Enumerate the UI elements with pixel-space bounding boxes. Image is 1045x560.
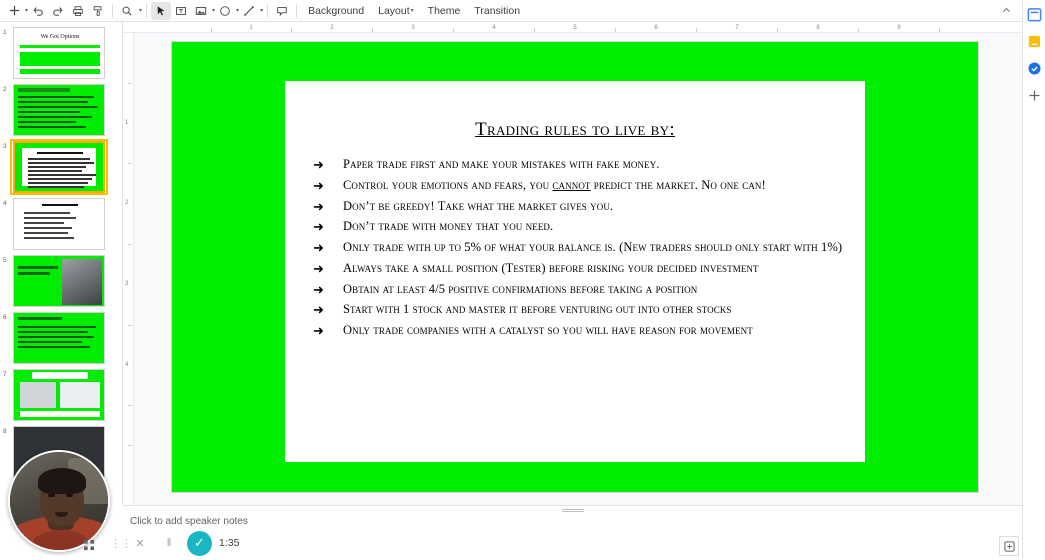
select-tool-button[interactable] [151,2,171,20]
slide-filmstrip[interactable] [0,22,123,505]
rule-text: Only trade with up to 5% of what your balance is. (New traders should only start with 1%) [343,240,843,254]
list-item [313,323,851,339]
list-item [313,302,851,318]
arrow-icon: ➜ [313,281,324,297]
toolbar-divider [112,4,113,18]
slide-number: 3 [3,143,7,150]
slide-canvas[interactable] [134,33,1022,505]
main-toolbar [0,0,1022,22]
rule-text-emphasis: cannot [552,177,591,192]
layout-button[interactable] [371,2,421,20]
slide-thumbnail-2[interactable] [13,84,105,136]
list-item[interactable] [0,250,122,307]
list-item [313,157,851,173]
layout-button-label: Layout [378,4,410,17]
collapse-toolbar-button[interactable] [996,2,1016,20]
slide-number: 1 [3,29,7,36]
print-button[interactable] [68,2,88,20]
list-item[interactable] [0,193,122,250]
redo-button[interactable] [48,2,68,20]
rule-text: Don’t be greedy! Take what the market gives you. [343,198,614,213]
rule-text-pre: Control your emotions and fears, you [343,177,553,192]
rule-text: Start with 1 stock and master it before venturing out into other stocks [343,302,732,317]
textbox-button[interactable] [171,2,191,20]
slide-thumbnail-4[interactable] [13,198,105,250]
vertical-ruler [123,33,134,505]
slide-number: 5 [3,257,7,264]
transition-button[interactable]: Transition [474,4,521,17]
ruler-tick: 7 [735,25,739,31]
line-dropdown-icon[interactable]: ▾ [260,8,264,14]
theme-button[interactable]: Theme [427,4,461,17]
slide-title: Trading rules to live by: [475,119,675,140]
ruler-tick-v: 1 [125,120,129,126]
speaker-notes-placeholder: Click to add speaker notes [130,516,248,527]
slide-thumbnail-5[interactable] [13,255,105,307]
insert-image-button[interactable] [191,2,211,20]
shape-dropdown-icon[interactable]: ▾ [236,8,240,14]
slide-thumbnail-7[interactable] [13,369,105,421]
image-dropdown-icon[interactable]: ▾ [212,8,216,14]
rule-text-post: predict the market. No one can! [590,177,766,192]
list-item [313,282,851,298]
ruler-tick: 8 [816,25,820,31]
toolbar-divider-2 [146,4,147,18]
webcam-bubble[interactable] [8,450,110,552]
insert-comment-button[interactable] [272,2,292,20]
slide-number: 2 [3,86,7,93]
list-item[interactable] [0,79,122,136]
slide-number: 7 [3,371,7,378]
apps-grid-icon[interactable] [82,538,96,552]
new-slide-button[interactable] [4,2,24,20]
speaker-notes-pane[interactable] [123,505,1022,560]
zoom-button[interactable] [117,2,137,20]
line-button[interactable] [239,2,259,20]
arrow-icon: ➜ [313,240,324,255]
slide-content-box[interactable] [285,81,865,462]
new-slide-dropdown-icon[interactable]: ▾ [25,8,29,14]
arrow-icon: ➜ [313,260,324,276]
rule-text: Always take a small position (Tester) before risking your decided investment [343,260,759,275]
rule-text: Don’t trade with money that you need. [343,219,554,234]
paint-format-button[interactable] [88,2,108,20]
arrow-icon: ➜ [313,157,324,172]
list-item[interactable] [0,136,122,193]
drag-handle[interactable]: ⋮⋮ [110,537,132,550]
ruler-tick: 3 [411,25,415,31]
ruler-tick: 4 [492,25,496,31]
notes-resize-handle[interactable] [562,508,584,511]
list-item[interactable] [0,364,122,421]
list-item [313,199,851,215]
arrow-icon: ➜ [313,177,324,193]
zoom-dropdown-icon[interactable]: ▾ [139,8,143,14]
slide-thumbnail-3[interactable] [13,141,105,193]
cancel-recording-button[interactable]: ✕ [135,537,145,550]
rule-text [343,178,766,194]
slide-number: 4 [3,200,7,207]
toolbar-divider-3 [267,4,268,18]
ruler-tick-v: 4 [125,362,129,368]
shape-button[interactable] [215,2,235,20]
arrow-icon: ➜ [313,323,324,338]
layout-dropdown-icon: ▾ [410,8,414,14]
rule-text: Paper trade first and make your mistakes with fake money. [343,157,660,171]
ruler-tick: 9 [897,25,901,31]
tray-expand-button[interactable] [999,536,1019,556]
tasks-icon[interactable] [1026,60,1043,77]
rule-text: Obtain at least 4/5 positive confirmations before taking a position [343,281,698,296]
list-item[interactable] [0,307,122,364]
background-button[interactable]: Background [308,4,365,17]
side-rail [1022,0,1045,560]
ruler-tick: 6 [654,25,658,31]
ruler-tick: 5 [573,25,577,31]
list-item[interactable] [0,22,122,79]
list-item [313,261,851,277]
add-apps-icon[interactable] [1026,87,1043,104]
slide-number: 6 [3,314,7,321]
slide-thumbnail-1[interactable]: We Got Options [13,27,105,79]
slide-thumbnail-6[interactable] [13,312,105,364]
arrow-icon: ➜ [313,198,324,214]
rule-text: Only trade companies with a catalyst so you will have reason for movement [343,323,753,337]
rules-list [285,157,865,339]
ruler-tick: 1 [249,25,253,31]
ruler-tick-v: 2 [125,200,129,206]
recording-timer: 1:35 [219,537,240,549]
ruler-tick-v: 3 [125,281,129,287]
arrow-icon: ➜ [313,302,324,318]
arrow-icon: ➜ [313,219,324,235]
confirm-recording-button[interactable]: ✓ [187,531,212,556]
pause-recording-button[interactable]: ‖ [166,537,172,549]
ruler-tick: 2 [330,25,334,31]
list-item [313,178,851,194]
toolbar-divider-4 [296,4,297,18]
current-slide[interactable] [172,42,978,492]
keep-icon[interactable] [1026,33,1043,50]
recording-toolbar [110,530,240,556]
slide-number: 8 [3,428,7,435]
calendar-icon[interactable] [1026,6,1043,23]
undo-button[interactable] [28,2,48,20]
list-item [313,219,851,235]
list-item [313,240,851,256]
horizontal-ruler [123,22,1022,33]
